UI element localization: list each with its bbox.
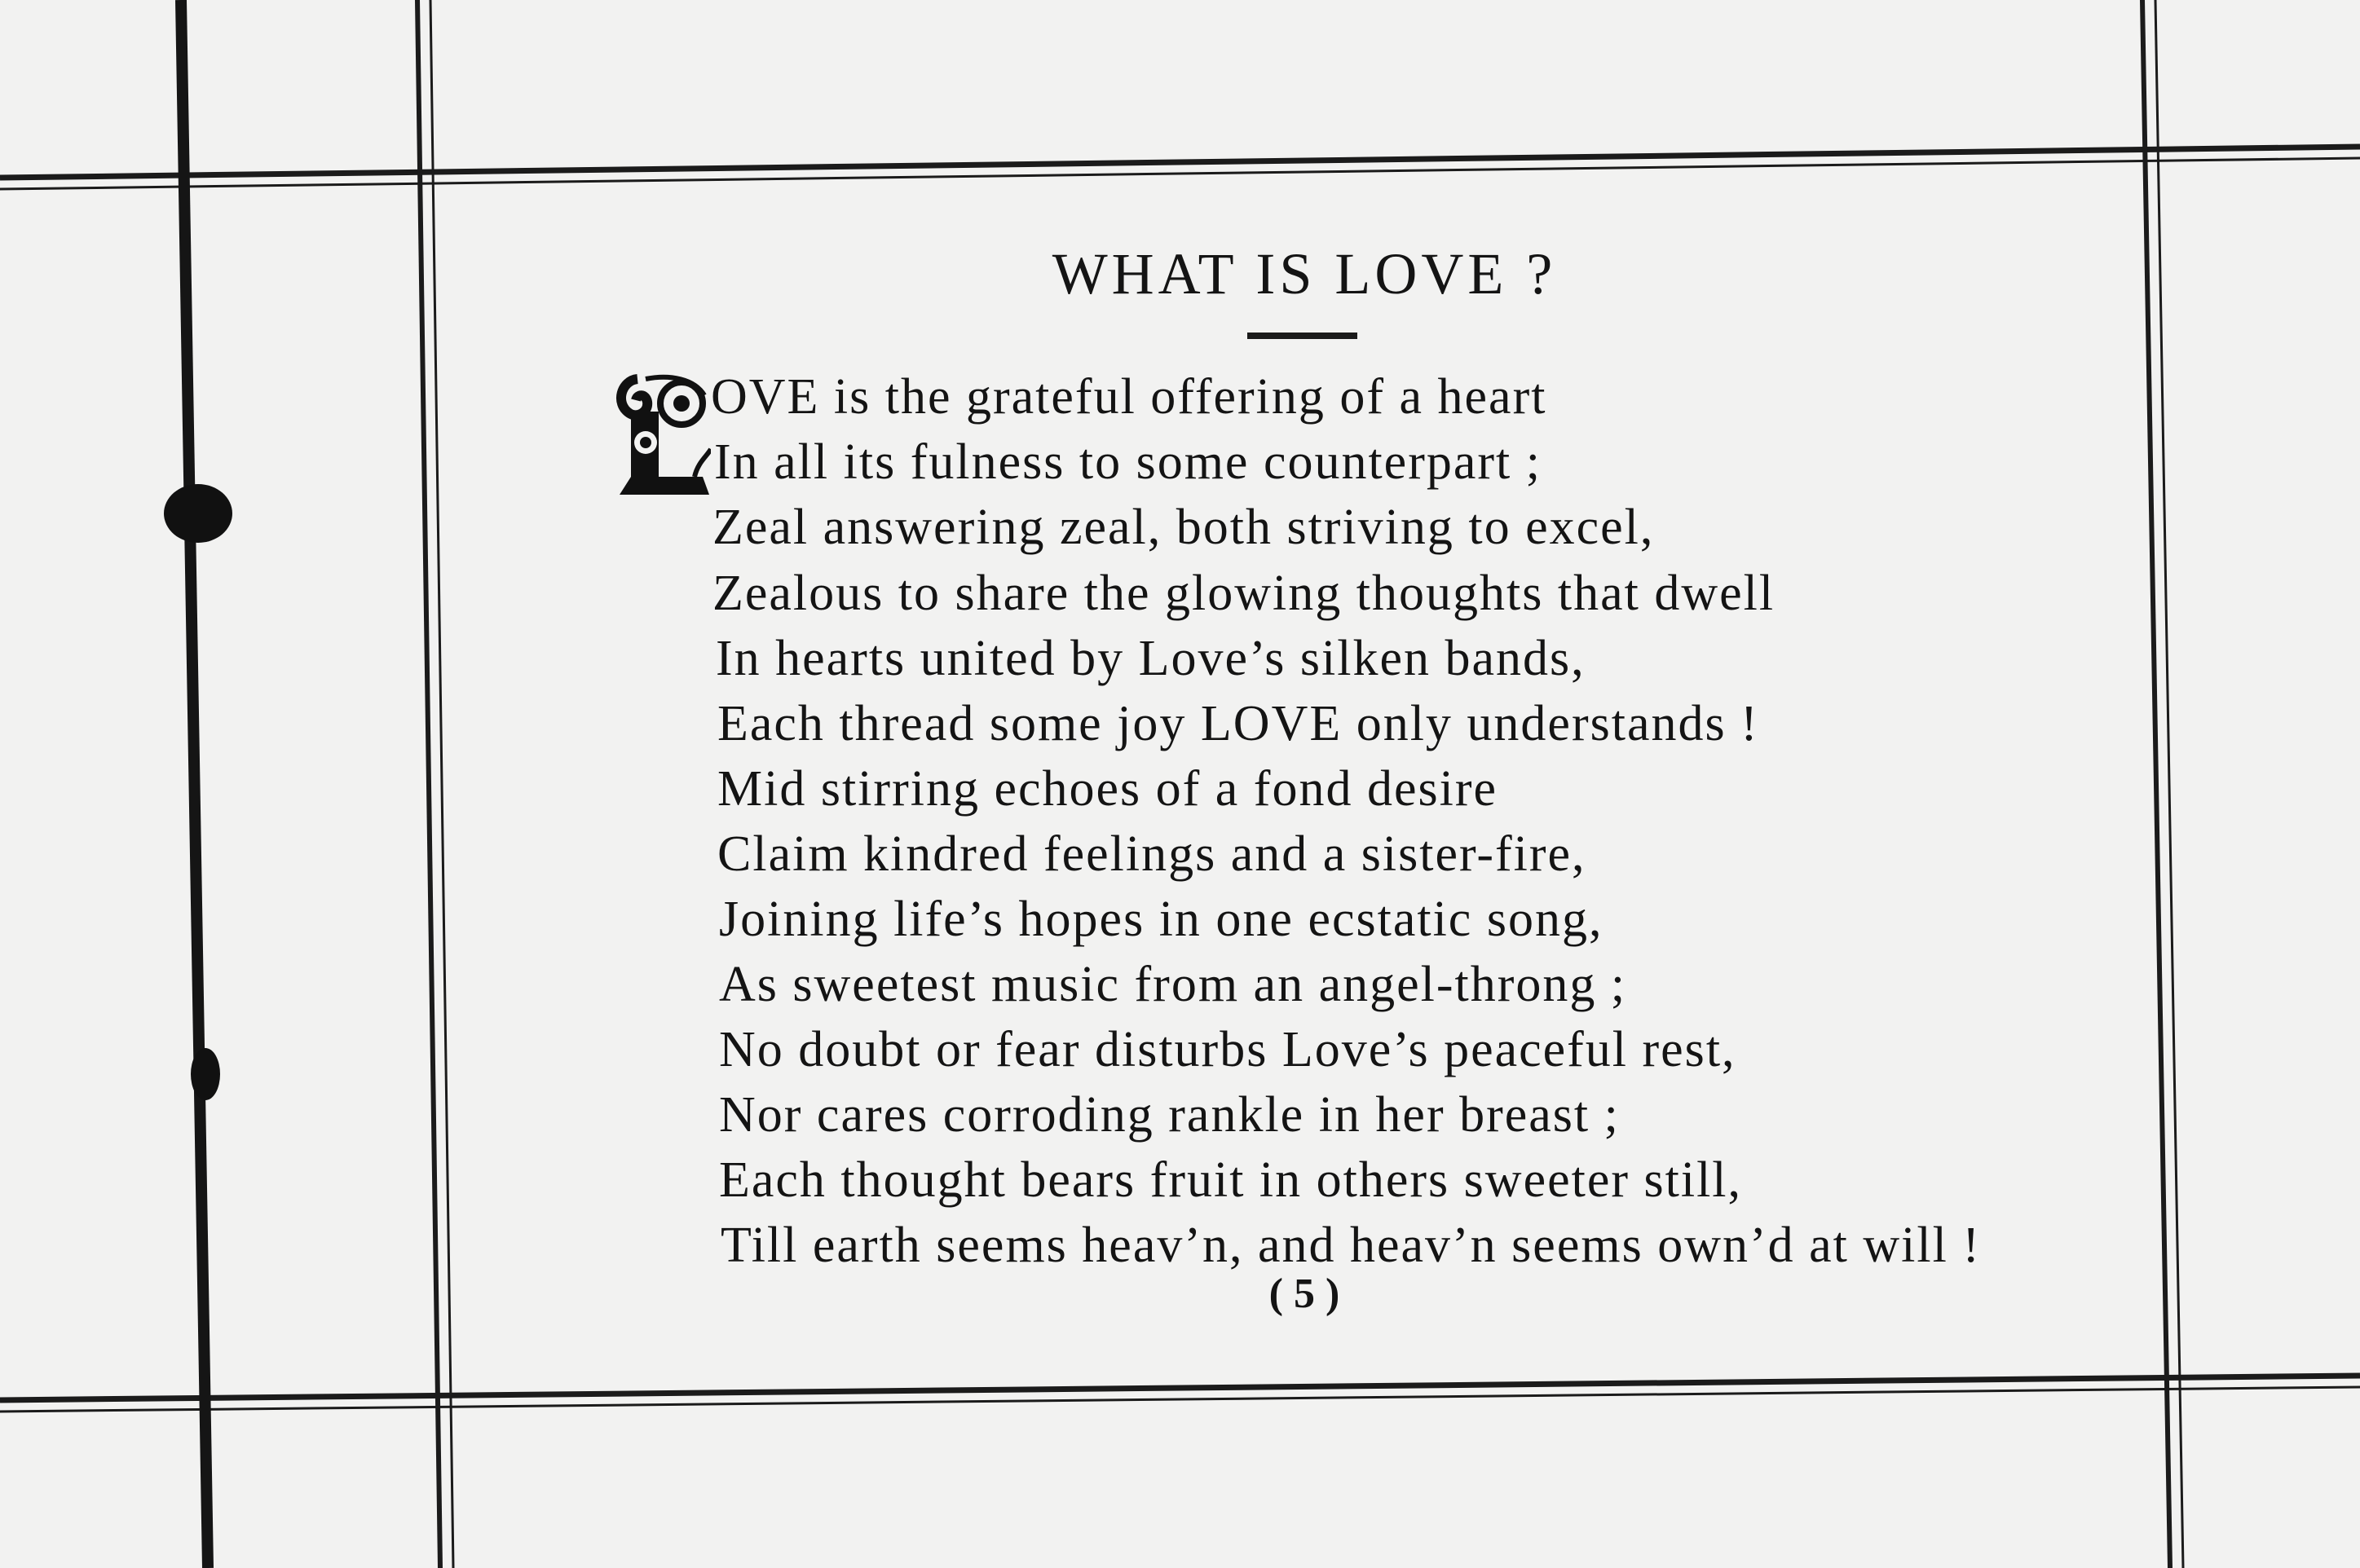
poem-line: Joining life’s hopes in one ecstatic song, xyxy=(719,892,1603,947)
poem-line: Nor cares corroding rankle in her breast ; xyxy=(719,1087,1620,1143)
poem-line: In all its fulness to some counterpart ; xyxy=(714,434,1542,490)
page-number: ( 5 ) xyxy=(1268,1271,1340,1317)
poem-line: OVE is the grateful offering of a heart xyxy=(711,369,1547,425)
top-border-rule xyxy=(0,147,2360,189)
poem-line: In hearts united by Love’s silken bands, xyxy=(716,631,1586,686)
bottom-border-rule xyxy=(0,1376,2360,1412)
title-underline xyxy=(1247,333,1357,339)
poem-line: Claim kindred feelings and a sister-fire, xyxy=(717,826,1586,882)
right-border-rule xyxy=(2142,0,2183,1568)
poem-line: Mid stirring echoes of a fond desire xyxy=(717,761,1498,817)
poem-line: Till earth seems heav’n, and heav’n seems own’d at will ! xyxy=(721,1218,1981,1273)
poem-line: No doubt or fear disturbs Love’s peaceful rest, xyxy=(719,1022,1736,1077)
poem-line: Zeal answering zeal, both striving to excel, xyxy=(712,500,1655,555)
poem-title: WHAT IS LOVE ? xyxy=(1052,241,1557,306)
left-border-rule xyxy=(417,0,453,1568)
poem-line: Zealous to share the glowing thoughts that dwell xyxy=(712,566,1776,621)
poem-line: As sweetest music from an angel-throng ; xyxy=(719,957,1627,1012)
binding-thread xyxy=(164,0,232,1568)
poem-line: Each thought bears fruit in others sweeter still, xyxy=(719,1152,1743,1208)
ornamental-drop-cap xyxy=(613,371,711,501)
poem-line: Each thread some joy LOVE only understands ! xyxy=(717,696,1759,751)
